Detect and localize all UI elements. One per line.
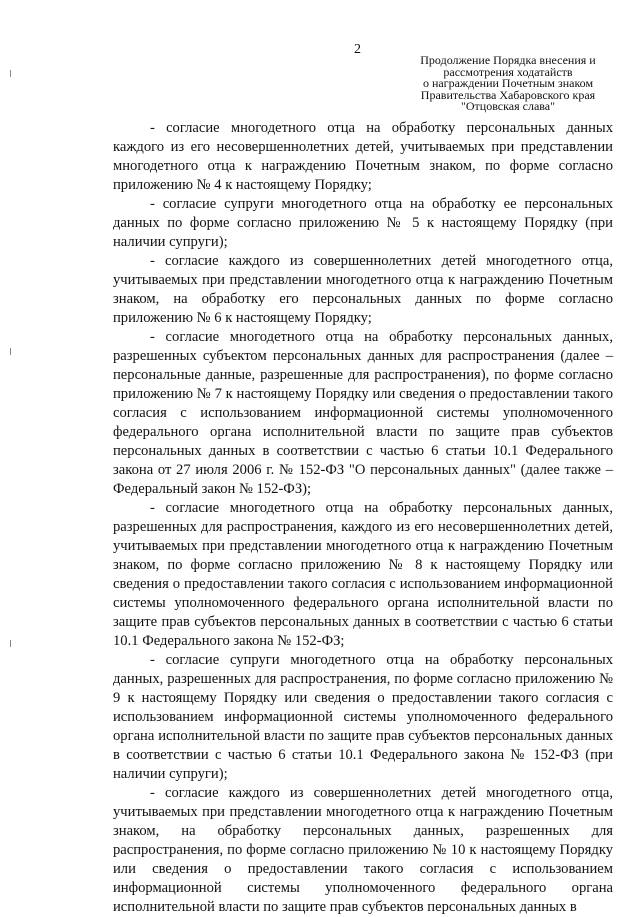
paragraph: - согласие каждого из совершеннолетних детей многодетного отца, учитываемых при представлении многодетного отца к награждению Почетным знаком, на обработку персональных данных, разрешенных для распространения, по форме согласно приложению № 10 к настоящему Порядку или сведения о предоставлении такого согласия с использованием информационной системы уполномоченного федерального органа исполнительной власти по защите прав субъектов персональных данных в xyxy=(113,785,613,915)
page-number: 2 xyxy=(354,42,361,57)
binding-mark xyxy=(10,640,11,647)
paragraph: - согласие многодетного отца на обработку персональных данных каждого из его несовершеннолетних детей, учитываемых при представлении многодетного отца к награждению Почетным знаком, по форме согласно приложению № 4 к настоящему Порядку; xyxy=(113,120,613,193)
header-line: Правительства Хабаровского края xyxy=(420,87,596,102)
paragraph: - согласие супруги многодетного отца на обработку персональных данных, разрешенных для распространения, по форме согласно приложению № 9 к настоящему Порядку или сведения о предоставлении такого согласия с использованием информационной системы уполномоченного федерального органа исполнительной власти по защите прав субъектов персональных данных в соответствии с частью 6 статьи 10.1 Федерального закона № 152-ФЗ (при наличии супруги); xyxy=(113,652,613,782)
header-line: "Отцовская слава" xyxy=(460,99,556,113)
binding-mark xyxy=(10,348,11,355)
paragraph: - согласие супруги многодетного отца на обработку ее персональных данных по форме согласно приложению № 5 к настоящему Порядку (при наличии супруги); xyxy=(113,196,613,250)
paragraph: - согласие многодетного отца на обработку персональных данных, разрешенных субъектом персональных данных для распространения (далее – персональные данные, разрешенные для распространения), по форме согласно приложению № 7 к настоящему Порядку или сведения о предоставлении такого согласия с использованием информационной системы уполномоченного федерального органа исполнительной власти по защите прав субъектов персональных данных в соответствии с частью 6 статьи 10.1 Федерального закона от 27 июля 2006 г. № 152-ФЗ "О персональных данных" (далее также – Федеральный закон № 152-ФЗ); xyxy=(113,329,613,497)
paragraph: - согласие каждого из совершеннолетних детей многодетного отца, учитываемых при представлении многодетного отца к награждению Почетным знаком, на обработку его персональных данных по форме согласно приложению № 6 к настоящему Порядку; xyxy=(113,253,613,326)
header-line: рассмотрения ходатайств xyxy=(443,64,573,79)
header-line: о награждении Почетным знаком xyxy=(422,76,594,90)
binding-mark xyxy=(10,70,11,77)
paragraph: - согласие многодетного отца на обработку персональных данных, разрешенных для распространения, каждого из его несовершеннолетних детей, учитываемых при представлении многодетного отца к награждению Почетным знаком, по форме согласно приложению № 8 к настоящему Порядку или сведения о предоставлении такого согласия с использованием информационной системы уполномоченного федерального органа исполнительной власти по защите прав субъектов персональных данных в соответствии с частью 6 статьи 10.1 Федерального закона № 152-ФЗ; xyxy=(113,500,613,649)
header-line: Продолжение Порядка внесения и xyxy=(420,53,596,67)
document-header-note xyxy=(398,55,618,113)
document-body xyxy=(113,119,613,917)
